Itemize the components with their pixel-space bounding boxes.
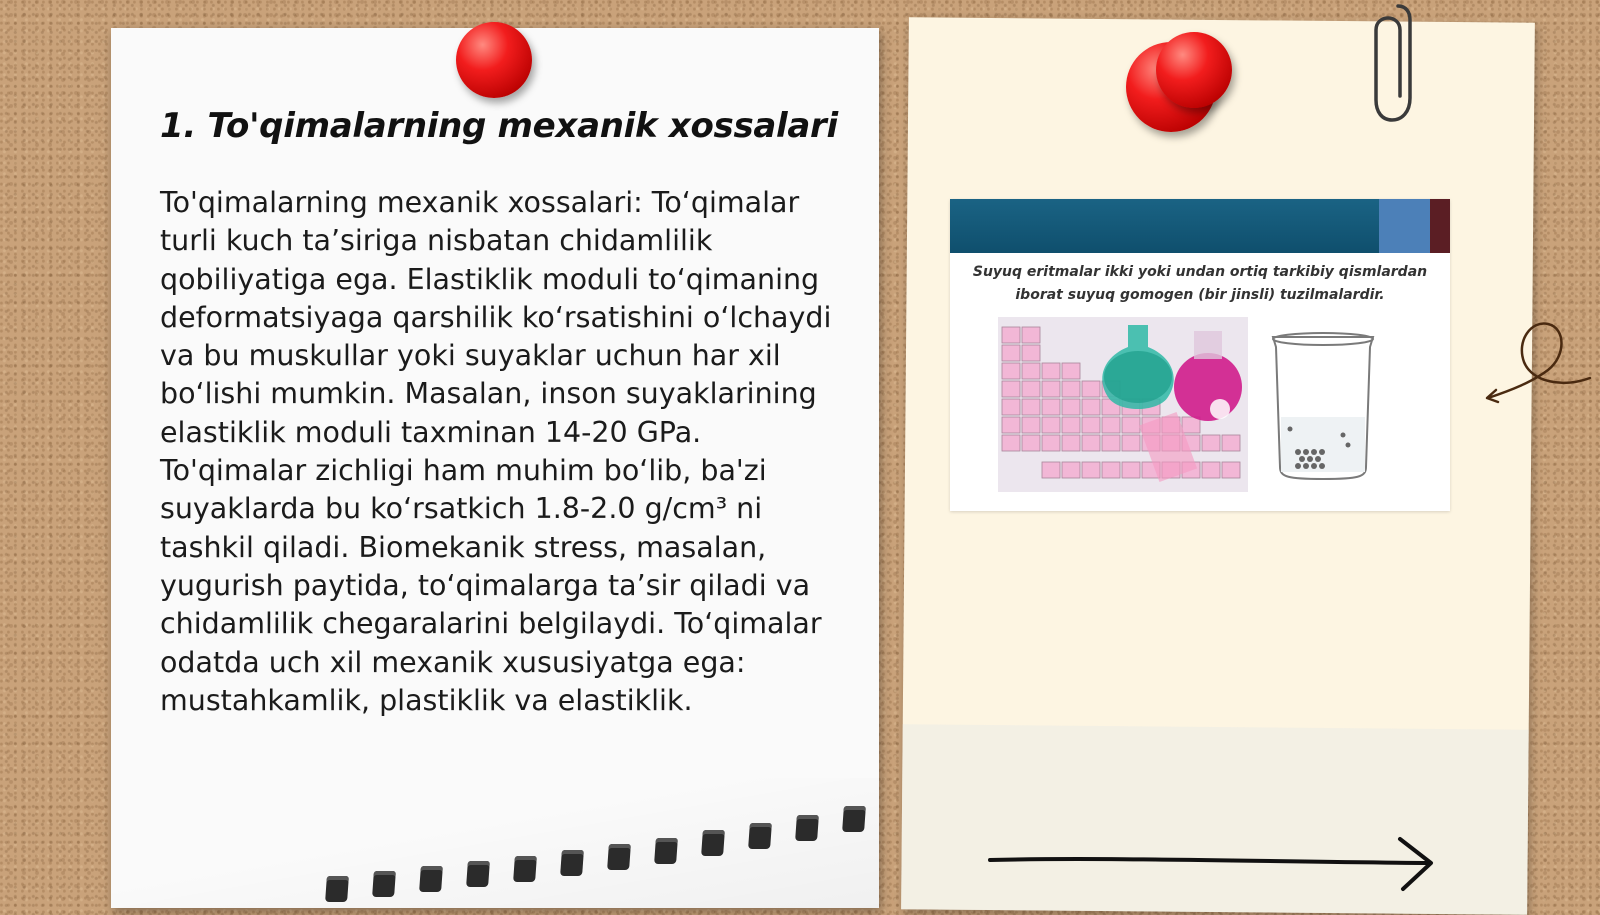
image-banner <box>950 199 1379 253</box>
spiral-slot <box>419 866 443 892</box>
chemistry-image-card <box>950 199 1450 511</box>
image-caption: Suyuq eritmalar ikki yoki undan ortiq tarkibiy qismlardan iborat suyuq gomogen (bir jinsli) tuzilmalardir. <box>972 264 1428 303</box>
spiral-slot <box>748 823 772 849</box>
paper-clip-icon <box>1372 0 1414 124</box>
image-banner-edge <box>1430 199 1450 253</box>
image-banner-accent <box>1379 199 1430 253</box>
right-arrow-icon <box>985 835 1445 895</box>
spiral-slot <box>372 871 396 897</box>
push-pin-icon <box>456 22 532 98</box>
periodic-table-flasks-and-beaker-icon <box>998 317 1398 497</box>
loop-arrow-doodle-icon <box>1482 310 1592 410</box>
spiral-slot <box>325 876 349 902</box>
push-pin-icon <box>1156 32 1232 108</box>
spiral-slot <box>607 844 631 870</box>
spiral-slot <box>654 838 678 864</box>
spiral-slot <box>842 806 866 832</box>
spiral-slot <box>795 815 819 841</box>
spiral-slot <box>466 861 490 887</box>
spiral-slot <box>513 856 537 882</box>
body-paragraph: To'qimalarning mexanik xossalari: To‘qimalar turli kuch ta’siriga nisbatan chidamlilik qobiliyatiga ega. Elastiklik moduli to‘qimaning deformatsiyaga qarshilik ko‘rsatishini o‘lchaydi va bu muskullar yoki suyaklar uchun har xil bo‘lishi mumkin. Masalan, inson suyaklarining elastiklik moduli taxminan 14-20 GPa. To'qimalar zichligi ham muhim bo‘lib, ba'zi suyaklarda bu ko‘rsatkich 1.8-2.0 g/cm³ ni tashkil qiladi. Biomekanik stress, masalan, yugurish paytida, to‘qimalarga ta’sir qiladi va chidamlilik chegaralarini belgilaydi. To‘qimalar odatda uch xil mexanik xususiyatga ega: mustahkamlik, plastiklik va elastiklik. <box>160 186 832 717</box>
spiral-slot <box>701 830 725 856</box>
slide-title: 1. To'qimalarning mexanik xossalari <box>160 106 838 146</box>
spiral-slot <box>560 850 584 876</box>
